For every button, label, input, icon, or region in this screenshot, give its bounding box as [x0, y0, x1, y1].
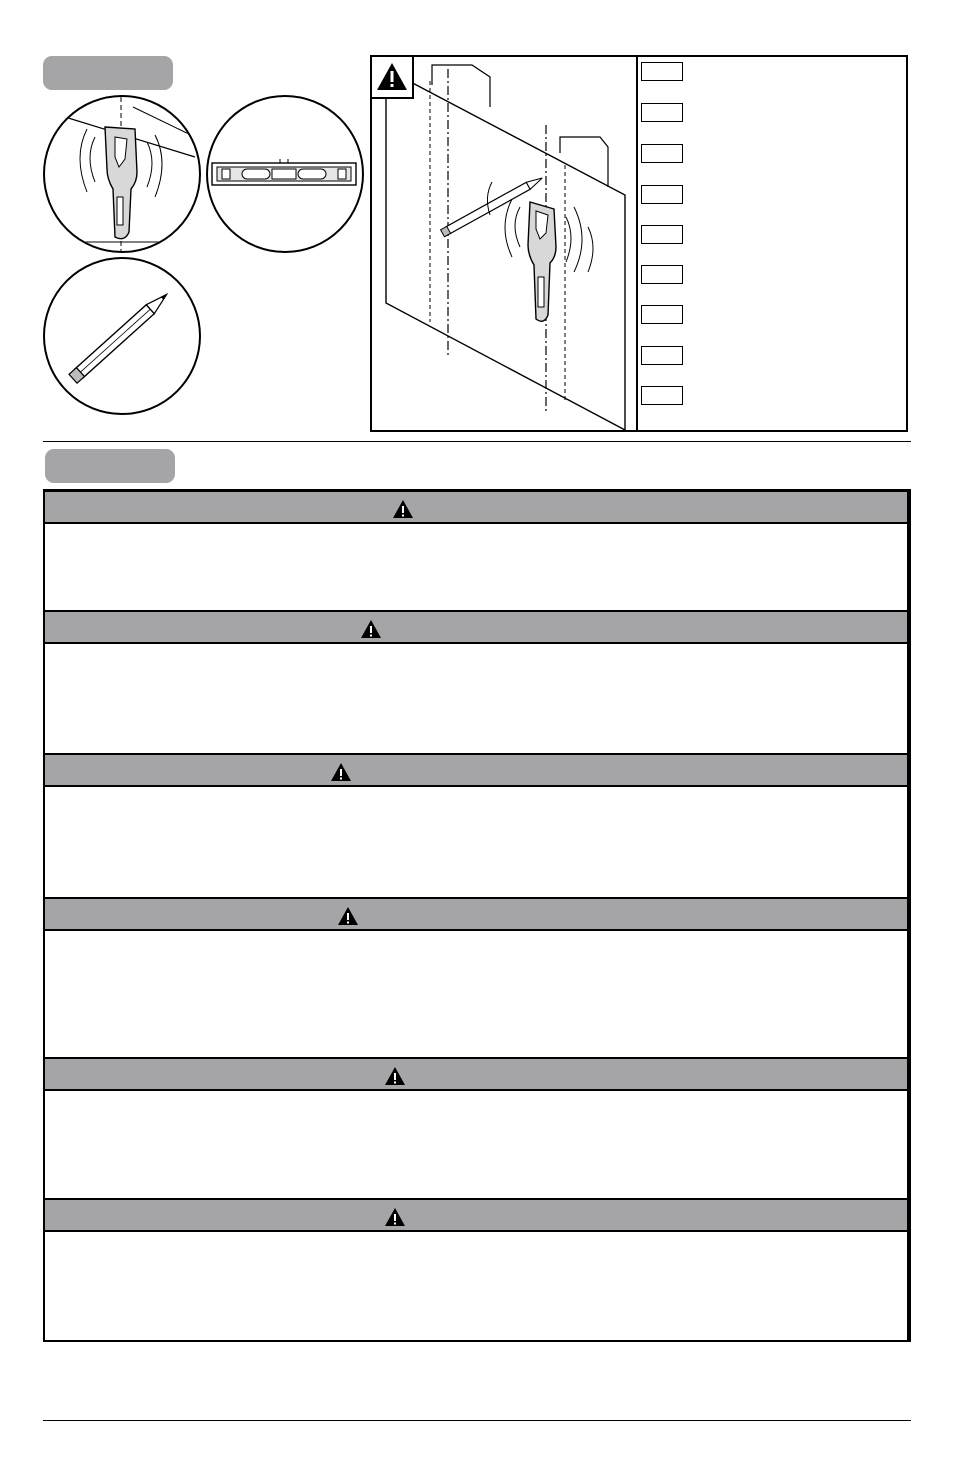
legend-box-5: [641, 225, 683, 244]
warning-body-6: [43, 1232, 909, 1340]
legend-box-1: [641, 62, 683, 81]
warning-body-2: [43, 644, 909, 754]
legend-box-6: [641, 265, 683, 284]
warning-header-3: [43, 753, 909, 787]
pencil-circle: [43, 257, 201, 415]
warning-triangle-icon: [330, 762, 352, 782]
warning-body-3: [43, 787, 909, 897]
stud-finder-icon: [45, 97, 199, 251]
warning-header-2: [43, 610, 909, 644]
step-pill-2: [45, 449, 175, 483]
warning-body-5: [43, 1091, 909, 1199]
section-divider: [43, 441, 911, 442]
level-icon: [208, 97, 362, 251]
warning-triangle-icon: [373, 58, 411, 96]
legend-box-7: [641, 305, 683, 324]
level-circle: [206, 95, 364, 253]
wall-stud-illustration: [372, 57, 638, 430]
warning-triangle-icon: [384, 1066, 406, 1086]
stud-finder-circle: [43, 95, 201, 253]
legend-box-4: [641, 185, 683, 204]
legend-box-3: [641, 144, 683, 163]
step-pill-1: [43, 56, 173, 90]
warning-triangle-icon: [384, 1207, 406, 1227]
warning-triangle-icon: [392, 499, 414, 519]
warning-triangle-icon: [360, 619, 382, 639]
pencil-icon: [45, 259, 199, 413]
warning-header-1: [43, 490, 909, 524]
warning-triangle-icon: [337, 906, 359, 926]
warning-header-6: [43, 1198, 909, 1232]
legend-box-9: [641, 386, 683, 405]
warning-corner-badge: [372, 57, 414, 99]
legend-box-8: [641, 346, 683, 365]
warning-body-1: [43, 524, 909, 610]
legend-box-2: [641, 103, 683, 122]
footer-rule: [43, 1420, 911, 1421]
warning-header-4: [43, 897, 909, 931]
warning-header-5: [43, 1057, 909, 1091]
warning-body-4: [43, 931, 909, 1057]
